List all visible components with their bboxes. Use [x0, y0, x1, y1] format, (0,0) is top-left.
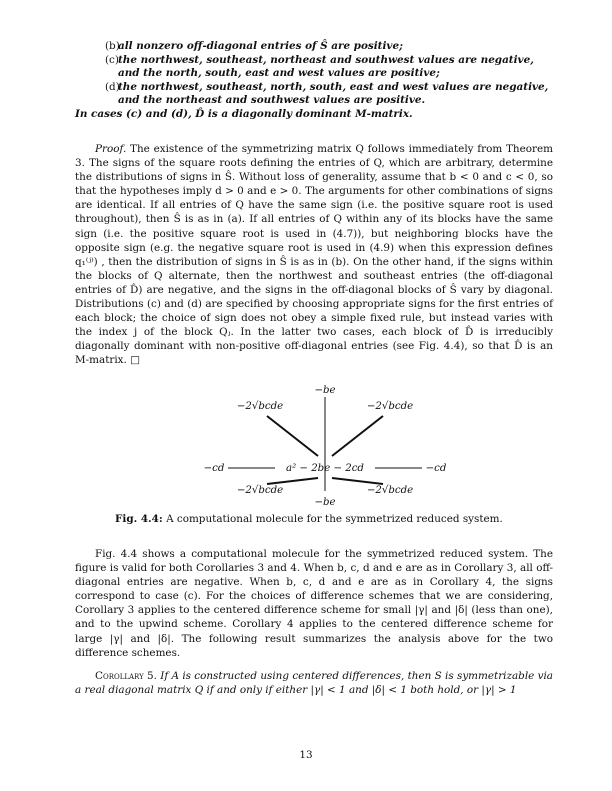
ne-stencil-line: [332, 416, 383, 456]
corollary-label: Corollary 5.: [95, 670, 157, 682]
figure-caption-text: A computational molecule for the symmetrized reduced system.: [166, 513, 503, 525]
figure-label: Fig. 4.4:: [115, 513, 163, 525]
list-item: [75, 81, 553, 107]
molecule-center: a² − 2be − 2cd: [286, 463, 364, 474]
proof-paragraph: [75, 142, 553, 368]
molecule-east: −cd: [425, 463, 447, 474]
figure-caption: [115, 513, 503, 525]
page-number: 13: [299, 749, 313, 761]
list-item: [75, 54, 553, 80]
case-list: [75, 40, 553, 122]
corollary-paragraph: [75, 669, 553, 697]
list-label: (b): [105, 40, 120, 52]
list-text: the northwest, southeast, north, south, east and west values are negative, and the northeast and southwest values are positive.: [118, 81, 549, 107]
computational-molecule: [180, 380, 470, 508]
molecule-se: −2√bcde: [366, 485, 414, 496]
proof-lead: Proof.: [95, 143, 127, 155]
cases-statement: In cases (c) and (d), D̂ is a diagonally dominant M-matrix.: [75, 108, 413, 121]
list-item: [75, 40, 553, 53]
molecule-ne: −2√bcde: [366, 401, 414, 412]
molecule-west: −cd: [203, 463, 225, 474]
se-stencil-line: [332, 478, 383, 484]
list-text: all nonzero off-diagonal entries of Ŝ are positive;: [118, 40, 403, 52]
proof-text: The existence of the symmetrizing matrix Q follows immediately from Theorem 3. The signs of the square roots defining the entries of Q, which are arbitrary, determine the distributions of signs in Ŝ. Without loss of generality, assume that b < 0 and c < 0, so that the hypotheses imply d > 0 and e > 0. The arguments for other combinations of signs are identical. If all entries of Q have the same sign (i.e. the positive square root is used throughout), then Ŝ is as in (a). If all entries of Q within any of its blocks have the same sign (i.e. the positive square root is used in (4.7)), but neighboring blocks have the opposite sign (e.g. the negative square root is used in (4.9) when this expression defines q₁⁽ʲ⁾) , then the distribution of signs in Ŝ is as in (b). On the other hand, if the signs within the blocks of Q alternate, then the northwest and southeast entries (the off-diagonal entries of D̂) are negative, and the signs in the off-diagonal blocks of Ŝ vary by diagonal. Distributions (c) and (d) are specified by choosing appropriate signs for the first entries of each block; the choice of sign does not obey a simple fixed rule, but instead varies with the index j of the block Qⱼ. In the latter two cases, each block of D̂ is irreducibly diagonally dominant with non-positive off-diagonal entries (see Fig. 4.4), so that D̂ is an M-matrix. □: [75, 143, 553, 367]
corollary-text: If A is constructed using centered differences, then S is symmetrizable via a real diagonal matrix Q if and only if either |γ| < 1 and |δ| < 1 both hold, or |γ| > 1: [75, 670, 553, 697]
list-text: the northwest, southeast, northeast and southwest values are negative, and the north, south, east and west values are positive;: [118, 54, 534, 80]
nw-stencil-line: [267, 416, 318, 456]
molecule-nw: −2√bcde: [236, 401, 284, 412]
molecule-sw: −2√bcde: [236, 485, 284, 496]
list-label: (c): [105, 54, 119, 67]
molecule-north: −be: [314, 385, 336, 396]
molecule-south: −be: [314, 497, 336, 508]
list-label: (d): [105, 81, 120, 94]
body-paragraph: Fig. 4.4 shows a computational molecule for the symmetrized reduced system. The figure is valid for both Corollaries 3 and 4. When b, c, d and e are as in Corollary 3, all off-diagonal entries are negative. When b, c, d and e are as in Corollary 4, the signs correspond to case (c). For the choices of difference schemes that we are considering, Corollary 3 applies to the centered difference scheme for small |γ| and |δ| (less than one), and to the upwind scheme. Corollary 4 applies to the centered difference scheme for large |γ| and |δ|. The following result summarizes the analysis above for the two difference schemes.: [75, 548, 553, 659]
sw-stencil-line: [267, 478, 318, 484]
